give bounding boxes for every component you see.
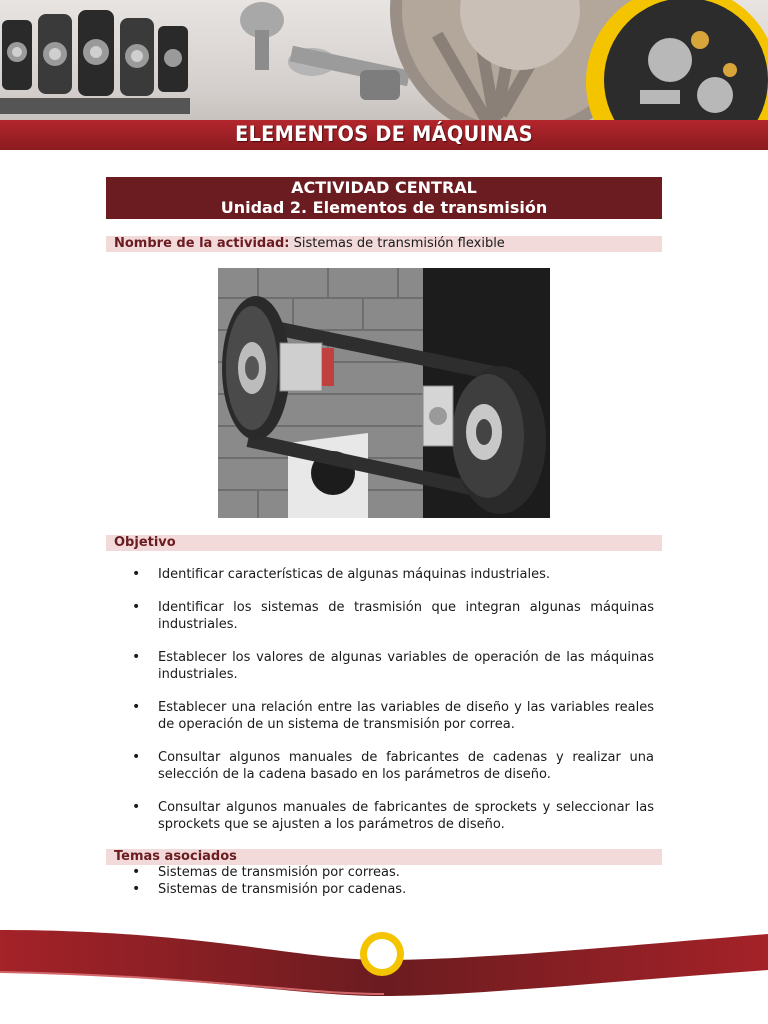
list-item: • Consultar algunos manuales de fabricantes de sprockets y seleccionar las sprockets que se ajusten a los parámetros de diseño. [130,799,654,833]
activity-header [106,177,662,219]
topics-list [130,864,654,898]
list-item: • Sistemas de transmisión por correas. [130,864,654,881]
list-item: • Sistemas de transmisión por cadenas. [130,881,654,898]
list-item: • Establecer los valores de algunas variables de operación de las máquinas industriales. [130,649,654,683]
belt-drive-photo [218,268,550,518]
activity-type: ACTIVIDAD CENTRAL [291,178,477,197]
objective-heading: Objetivo [106,535,662,551]
activity-name-label: Nombre de la actividad: [114,236,290,251]
list-item: • Establecer una relación entre las variables de diseño y las variables reales de operación de un sistema de transmisión por correa. [130,699,654,733]
list-item: • Identificar características de algunas máquinas industriales. [130,566,654,583]
course-title: ELEMENTOS DE MÁQUINAS [235,122,533,146]
activity-name-value: Sistemas de transmisión flexible [293,236,505,251]
topics-heading: Temas asociados [106,849,662,865]
unit-title: Unidad 2. Elementos de transmisión [220,198,548,217]
header-banner [0,0,768,150]
activity-name-row [106,236,662,252]
list-item: • Consultar algunos manuales de fabricantes de cadenas y realizar una selección de la cadena basado en los parámetros de diseño. [130,749,654,783]
list-item: • Identificar los sistemas de trasmisión que integran algunas máquinas industriales. [130,599,654,633]
footer-decoration [0,920,768,1000]
objectives-list [130,566,654,849]
